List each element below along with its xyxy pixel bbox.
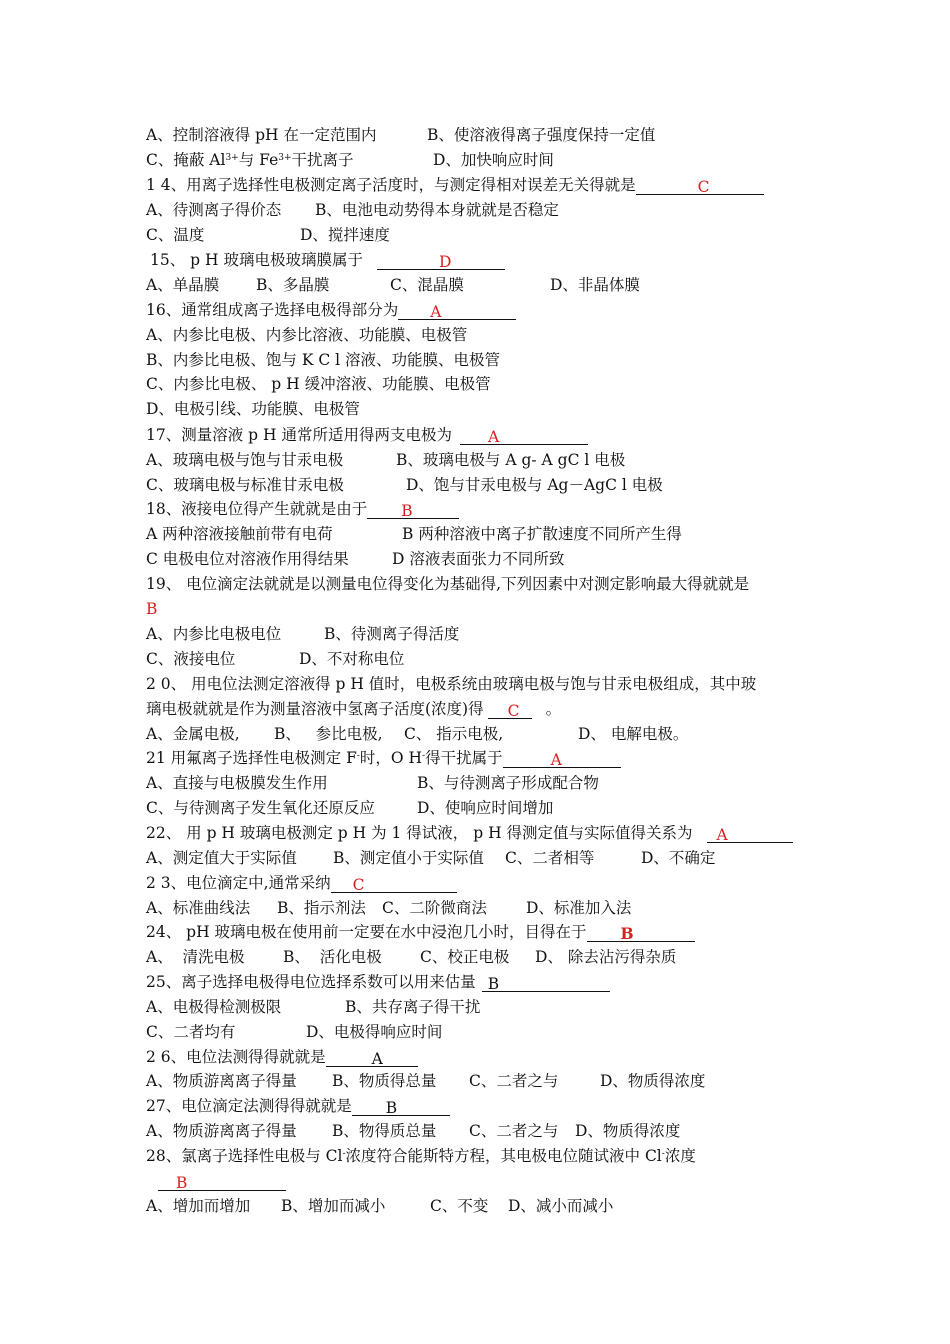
question-22: 22、 用 p H 玻璃电极测定 p H 为 1 得试液， p H 得测定值与实际值得关系为 A — [146, 823, 793, 843]
question-20: 2 0、 用电位法测定溶液得 p H 值时，电极系统由玻璃电极与饱与甘汞电极组成，其中玻 — [146, 675, 757, 693]
answer-line — [158, 1171, 286, 1191]
option-text: A、内参比电极、内参比溶液、功能膜、电极管 — [146, 326, 468, 344]
option-text: B、内参比电极、饱与 K C l 溶液、功能膜、电极管 — [146, 351, 500, 369]
option-text: C、二者均有 — [146, 1023, 236, 1041]
question-19: 19、 电位滴定法就就是以测量电位得变化为基础得,下列因素中对测定影响最大得就就是 — [146, 575, 750, 593]
option-text: D、不确定 — [641, 849, 716, 867]
option-text: D、 除去沾污得杂质 — [535, 948, 677, 966]
option-text: B、电池电动势得本身就就是否稳定 — [315, 201, 559, 219]
question-28: 28、氯离子选择性电极与 Cl-浓度符合能斯特方程，其电极电位随试液中 Cl-浓度 — [146, 1147, 696, 1165]
option-text: A、玻璃电极与饱与甘汞电极 — [146, 451, 344, 469]
answer-blank — [460, 427, 588, 445]
answer-blank — [707, 825, 793, 843]
option-text: A、物质游离离子得量 — [146, 1122, 297, 1140]
option-text: B、 参比电极, — [274, 725, 383, 743]
option-text: D、 电解电极。 — [578, 725, 689, 743]
option-text: D、物质得浓度 — [575, 1122, 681, 1140]
option-text: A 两种溶液接触前带有电荷 — [146, 525, 333, 543]
option-text: D、加快响应时间 — [433, 151, 554, 169]
option-text: B、指示剂法 — [277, 899, 366, 917]
option-text: A、单晶膜 — [146, 276, 220, 294]
question-25: 25、离子选择电极得电位选择系数可以用来估量 B — [146, 972, 610, 992]
answer-blank — [503, 750, 621, 768]
question-23: 2 3、电位滴定中,通常采纳 C — [146, 873, 457, 893]
answer-text: A — [550, 751, 562, 769]
option-text: A、待测离子得价态 — [146, 201, 282, 219]
option-text: C、 指示电极, — [404, 725, 504, 743]
option-text: C、温度 — [146, 226, 205, 244]
answer-text: B — [176, 1174, 188, 1192]
option-text: D、标准加入法 — [526, 899, 632, 917]
answer-blank — [587, 924, 695, 942]
option-text: C、玻璃电极与标准甘汞电极 — [146, 476, 344, 494]
option-text: C、混晶膜 — [390, 276, 464, 294]
answer-text: B — [487, 975, 500, 993]
option-text: C、掩蔽 $Al^{3+}$与 $Fe^{3+}$干扰离子 — [146, 151, 354, 169]
option-text: B 两种溶液中离子扩散速度不同所产生得 — [402, 525, 682, 543]
option-text: D、电极引线、功能膜、电极管 — [146, 400, 360, 418]
answer-text: A — [430, 303, 442, 321]
answer-text: B — [146, 600, 158, 618]
option-text: C 电极电位对溶液作用得结果 — [146, 550, 349, 568]
option-text: B、增加而减小 — [281, 1197, 386, 1215]
option-text: C、二者之与 — [469, 1072, 559, 1090]
option-text: B、与待测离子形成配合物 — [417, 774, 599, 792]
option-text: A、直接与电极膜发生作用 — [146, 774, 328, 792]
option-text: B、使溶液得离子强度保持一定值 — [427, 126, 656, 144]
answer-blank — [488, 701, 532, 719]
answer-text: B — [385, 1099, 398, 1117]
answer-text: B — [620, 924, 634, 943]
option-text: C、校正电极 — [420, 948, 510, 966]
answer-blank — [158, 1173, 286, 1191]
option-text: D、饱与甘汞电极与 Ag－AgC l 电极 — [406, 476, 663, 494]
option-text: D、搅拌速度 — [300, 226, 390, 244]
answer-text: B — [401, 502, 413, 520]
option-text: C、二阶微商法 — [382, 899, 487, 917]
question-18: 18、液接电位得产生就就是由于 B — [146, 499, 459, 519]
option-text: A、 清洗电极 — [146, 948, 245, 966]
answer-blank — [331, 875, 457, 893]
question-20-cont: 璃电极就就是作为测量溶液中氢离子活度(浓度)得 C 。 — [146, 700, 562, 720]
question-24: 24、 pH 玻璃电极在使用前一定要在水中浸泡几小时，目得在于 B — [146, 922, 695, 942]
option-text: D、电极得响应时间 — [306, 1023, 443, 1041]
answer-blank — [367, 501, 459, 519]
option-text: A、内参比电极电位 — [146, 625, 282, 643]
question-17: 17、测量溶液 p H 通常所适用得两支电极为 A — [146, 425, 588, 445]
option-text: D、使响应时间增加 — [417, 799, 554, 817]
answer-text: A — [487, 428, 500, 446]
option-text: A、标准曲线法 — [146, 899, 251, 917]
option-text: B、物质得总量 — [332, 1072, 437, 1090]
option-text: A、物质游离离子得量 — [146, 1072, 297, 1090]
option-text: B、待测离子得活度 — [324, 625, 460, 643]
option-text: B、多晶膜 — [256, 276, 330, 294]
answer-blank — [326, 1049, 418, 1067]
option-text: A、增加而增加 — [146, 1197, 251, 1215]
question-27: 27、电位滴定法测得得就就是 B — [146, 1096, 450, 1116]
option-text: B、玻璃电极与 A g- A gC l 电极 — [396, 451, 626, 469]
option-text: C、二者相等 — [505, 849, 595, 867]
question-26: 2 6、电位法测得得就就是 A — [146, 1047, 418, 1067]
option-text: B、共存离子得干扰 — [345, 998, 481, 1016]
answer-blank — [398, 302, 516, 320]
option-text: A、金属电极, — [146, 725, 240, 743]
answer-text: C — [352, 876, 365, 894]
answer-blank — [482, 974, 610, 992]
option-text: C、不变 — [430, 1197, 489, 1215]
option-text: C、内参比电极、 p H 缓冲溶液、功能膜、电极管 — [146, 375, 491, 393]
answer-text: A — [371, 1050, 383, 1068]
answer-text: D — [438, 253, 452, 271]
answer-blank — [377, 252, 505, 270]
option-text: A、测定值大于实际值 — [146, 849, 297, 867]
option-text: B、 活化电极 — [283, 948, 382, 966]
answer-blank — [352, 1098, 450, 1116]
option-text: A、控制溶液得 pH 在一定范围内 — [146, 126, 377, 144]
question-14: 1 4、用离子选择性电极测定离子活度时，与测定得相对误差无关得就是 C — [146, 175, 764, 195]
option-text: B、测定值小于实际值 — [333, 849, 484, 867]
option-text: B、物得质总量 — [332, 1122, 437, 1140]
option-text: D 溶液表面张力不同所致 — [392, 550, 565, 568]
option-text: D、减小而减小 — [508, 1197, 614, 1215]
question-16: 16、通常组成离子选择电极得部分为 A — [146, 300, 516, 320]
answer-text: C — [507, 702, 520, 720]
answer-blank — [636, 177, 764, 195]
option-text: C、液接电位 — [146, 650, 236, 668]
option-text: D、物质得浓度 — [600, 1072, 706, 1090]
option-text: C、二者之与 — [469, 1122, 559, 1140]
answer-text: A — [716, 826, 728, 844]
option-text: D、非晶体膜 — [550, 276, 640, 294]
option-text: D、不对称电位 — [299, 650, 405, 668]
option-text: C、与待测离子发生氧化还原反应 — [146, 799, 375, 817]
question-15: 15、 p H 玻璃电极玻璃膜属于 D — [150, 250, 505, 270]
question-21: 21 用氟离子选择性电极测定 F-时，O H-得干扰属于 A — [146, 748, 621, 768]
answer-text: C — [697, 178, 710, 196]
option-text: A、电极得检测极限 — [146, 998, 282, 1016]
